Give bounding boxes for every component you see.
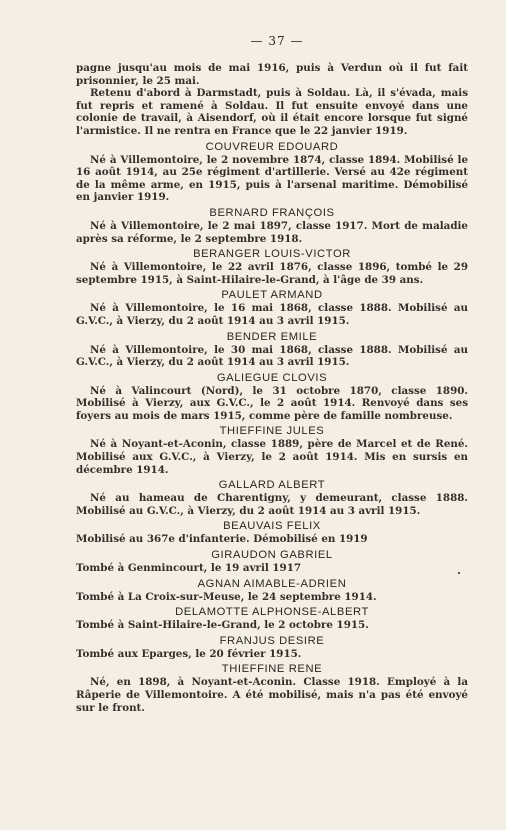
ink-speck (458, 572, 460, 574)
entry-name: BEAUVAIS FELIX (223, 520, 321, 533)
entry-name: COUVREUR EDOUARD (205, 140, 339, 153)
entry-name: PAULET ARMAND (221, 289, 323, 302)
entry (76, 635, 468, 661)
entry-text: Tombé à Saint-Hilaire-le-Grand, le 2 octobre 1915. (76, 619, 369, 632)
entry-text: Tombé à Genmincourt, le 19 avril 1917 (76, 562, 302, 575)
page-number: — 37 — (250, 34, 304, 48)
entry-name: THIEFFINE JULES (219, 425, 325, 438)
entry-name: AGNAN AIMABLE-ADRIEN (197, 577, 347, 590)
entry (76, 606, 468, 632)
entry-text: Tombé à La Croix-sur-Meuse, le 24 septembre 1914. (76, 590, 377, 603)
entry-text: Tombé aux Eparges, le 20 février 1915. (76, 647, 302, 660)
entry (76, 331, 468, 369)
entry-text: Né à Noyant-et-Aconin, classe 1889, père de Marcel et de René. Mobilisé aux G.V.C., à Vierzy, le 2 août 1914. Mis en sursis en décembre 1914. (76, 438, 468, 476)
entry (76, 207, 468, 245)
entry-name: DELAMOTTE ALPHONSE-ALBERT (175, 606, 369, 619)
entry (76, 520, 468, 546)
entry-text: Né à Villemontoire, le 22 avril 1876, classe 1896, tombé le 29 septembre 1915, à Saint-Hilaire-le-Grand, à l'âge de 39 ans. (76, 261, 468, 286)
entry-name: FRANJUS DESIRE (219, 634, 325, 647)
entry (76, 289, 468, 327)
entry-name: BENDER EMILE (226, 330, 318, 343)
entry (76, 663, 468, 714)
entry-text: Né au hameau de Charentigny, y demeurant, classe 1888. Mobilisé au G.V.C., à Vierzy, du 2 août 1914 au 3 avril 1915. (76, 492, 468, 517)
entry-name: GIRAUDON GABRIEL (211, 549, 333, 562)
entry-text: Né à Villemontoire, le 16 mai 1868, classe 1888. Mobilisé au G.V.C., à Vierzy, du 2 août 1914 au 3 avril 1915. (76, 302, 468, 327)
entry (76, 141, 468, 204)
entry-name: THIEFFINE RENE (221, 663, 323, 676)
entry-text: Né à Valincourt (Nord), le 31 octobre 1870, classe 1890. Mobilisé à Vierzy, aux G.V.C., le 2 août 1914. Renvoyé dans ses foyers au mois de mars 1915, comme père de famille nombreuse. (76, 384, 468, 422)
entry (76, 578, 468, 604)
entry-name: BERNARD FRANÇOIS (209, 206, 335, 219)
entry-name: BERANGER LOUIS-VICTOR (193, 248, 351, 261)
intro-paragraph-continued: pagne jusqu'au mois de mai 1916, puis à Verdun où il fut fait prisonnier, le 25 mai. (76, 62, 468, 87)
entry (76, 372, 468, 423)
entry-name: GALIEGUE CLOVIS (216, 371, 328, 384)
entry (76, 425, 468, 476)
entry (76, 479, 468, 517)
entry-text: Mobilisé au 367e d'infanterie. Démobilisé en 1919 (76, 533, 368, 546)
entry-text: Né à Villemontoire, le 2 mai 1897, classe 1917. Mort de maladie après sa réforme, le 2 septembre 1918. (76, 219, 468, 245)
entry-name: GALLARD ALBERT (218, 479, 326, 492)
entry (76, 248, 468, 286)
entries-list (76, 141, 468, 715)
entry-text: Né à Villemontoire, le 2 novembre 1874, classe 1894. Mobilisé le 16 août 1914, au 25e régiment d'artillerie. Versé au 42e régiment de la même arme, en 1915, puis à l'arsenal maritime. Démobilisé en janvier 1919. (76, 153, 468, 204)
intro-paragraph: Retenu d'abord à Darmstadt, puis à Soldau. Là, il s'évada, mais fut repris et ramené à Soldau. Il fut ensuite envoyé dans une colonie de travail, à Aisendorf, où il était encore lorsque fut signé l'armistice. Il ne rentra en France que le 22 janvier 1919. (76, 87, 468, 137)
entry-text: Né à Villemontoire, le 30 mai 1868, classe 1888. Mobilisé au G.V.C., à Vierzy, du 2 août 1914 au 3 avril 1915. (76, 343, 468, 369)
entry (76, 549, 468, 575)
entry-text: Né, en 1898, à Noyant-et-Aconin. Classe 1918. Employé à la Râperie de Villemontoire. A été mobilisé, mais n'a pas été envoyé sur le front. (76, 676, 468, 714)
